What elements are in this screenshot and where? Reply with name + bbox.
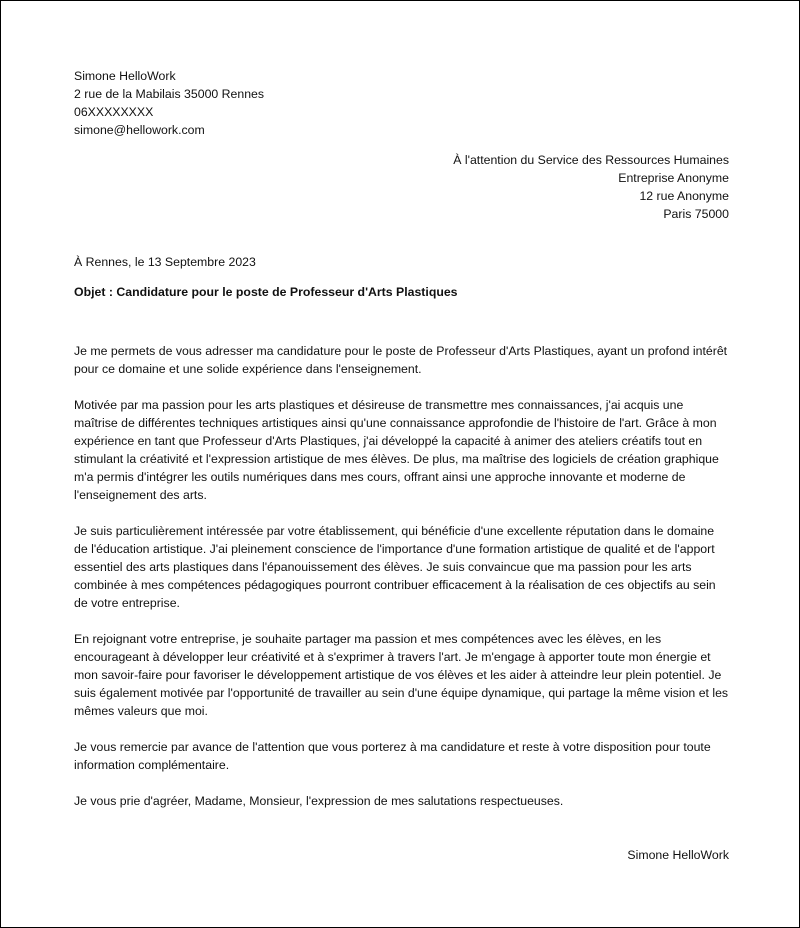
body-paragraph: Je suis particulièrement intéressée par votre établissement, qui bénéficie d'une excellente réputation dans le domaine de l'éducation artistique. J'ai pleinement conscience de l'importance d'une formation artistique de qualité et de l'apport essentiel des arts plastiques dans l'épanouissement des élèves. Je suis convaincue que ma passion pour les arts combinée à mes compétences pédagogiques pourront contribuer efficacement à la réalisation de ces objectifs au sein de votre entreprise.	[74, 524, 716, 610]
subject-line: Objet : Candidature pour le poste de Professeur d'Arts Plastiques	[74, 285, 458, 299]
body-paragraph: En rejoignant votre entreprise, je souhaite partager ma passion et mes compétences avec les élèves, en les encourageant à développer leur créativité et à s'exprimer à travers l'art. Je m'engage à apporter toute mon énergie et mon savoir-faire pour favoriser le développement artistique de vos élèves et les aider à atteindre leur plein potentiel. Je suis également motivée par l'opportunité de travailler au sein d'une équipe dynamique, qui partage la même vision et les mêmes valeurs que moi.	[74, 632, 729, 718]
date-line: À Rennes, le 13 Septembre 2023	[74, 255, 256, 269]
sender-name: Simone HelloWork	[74, 69, 176, 83]
closing-paragraph: Je vous prie d'agréer, Madame, Monsieur, l'expression de mes salutations respectueuses.	[74, 794, 564, 808]
recipient-company: Entreprise Anonyme	[618, 171, 729, 185]
sender-block	[74, 67, 729, 139]
body-paragraph: Motivée par ma passion pour les arts plastiques et désireuse de transmettre mes connaissances, j'ai acquis une maîtrise de différentes techniques artistiques ainsi qu'une connaissance approfondie de l'histoire de l'art. Grâce à mon expérience en tant que Professeur d'Arts Plastiques, j'ai développé la capacité à animer des ateliers créatifs tout en stimulant la créativité et l'expression artistique de mes élèves. De plus, ma maîtrise des logiciels de création graphique m'a permis d'intégrer les outils numériques dans mes cours, offrant ainsi une approche innovante et moderne de l'enseignement des arts.	[74, 398, 719, 502]
signature: Simone HelloWork	[627, 848, 729, 862]
body-paragraph: Je me permets de vous adresser ma candidature pour le poste de Professeur d'Arts Plastiques, ayant un profond intérêt pour ce domaine et une solide expérience dans l'enseignement.	[74, 344, 728, 376]
sender-email: simone@hellowork.com	[74, 123, 205, 137]
sender-phone: 06XXXXXXXX	[74, 105, 154, 119]
recipient-block	[74, 151, 729, 223]
recipient-attention: À l'attention du Service des Ressources Humaines	[453, 153, 729, 167]
body-paragraph: Je vous remercie par avance de l'attention que vous porterez à ma candidature et reste à votre disposition pour toute information complémentaire.	[74, 740, 711, 772]
letter-body	[74, 342, 729, 810]
sender-address: 2 rue de la Mabilais 35000 Rennes	[74, 87, 265, 101]
recipient-street: 12 rue Anonyme	[639, 189, 729, 203]
recipient-city: Paris 75000	[663, 207, 729, 221]
letter-content	[74, 67, 729, 864]
